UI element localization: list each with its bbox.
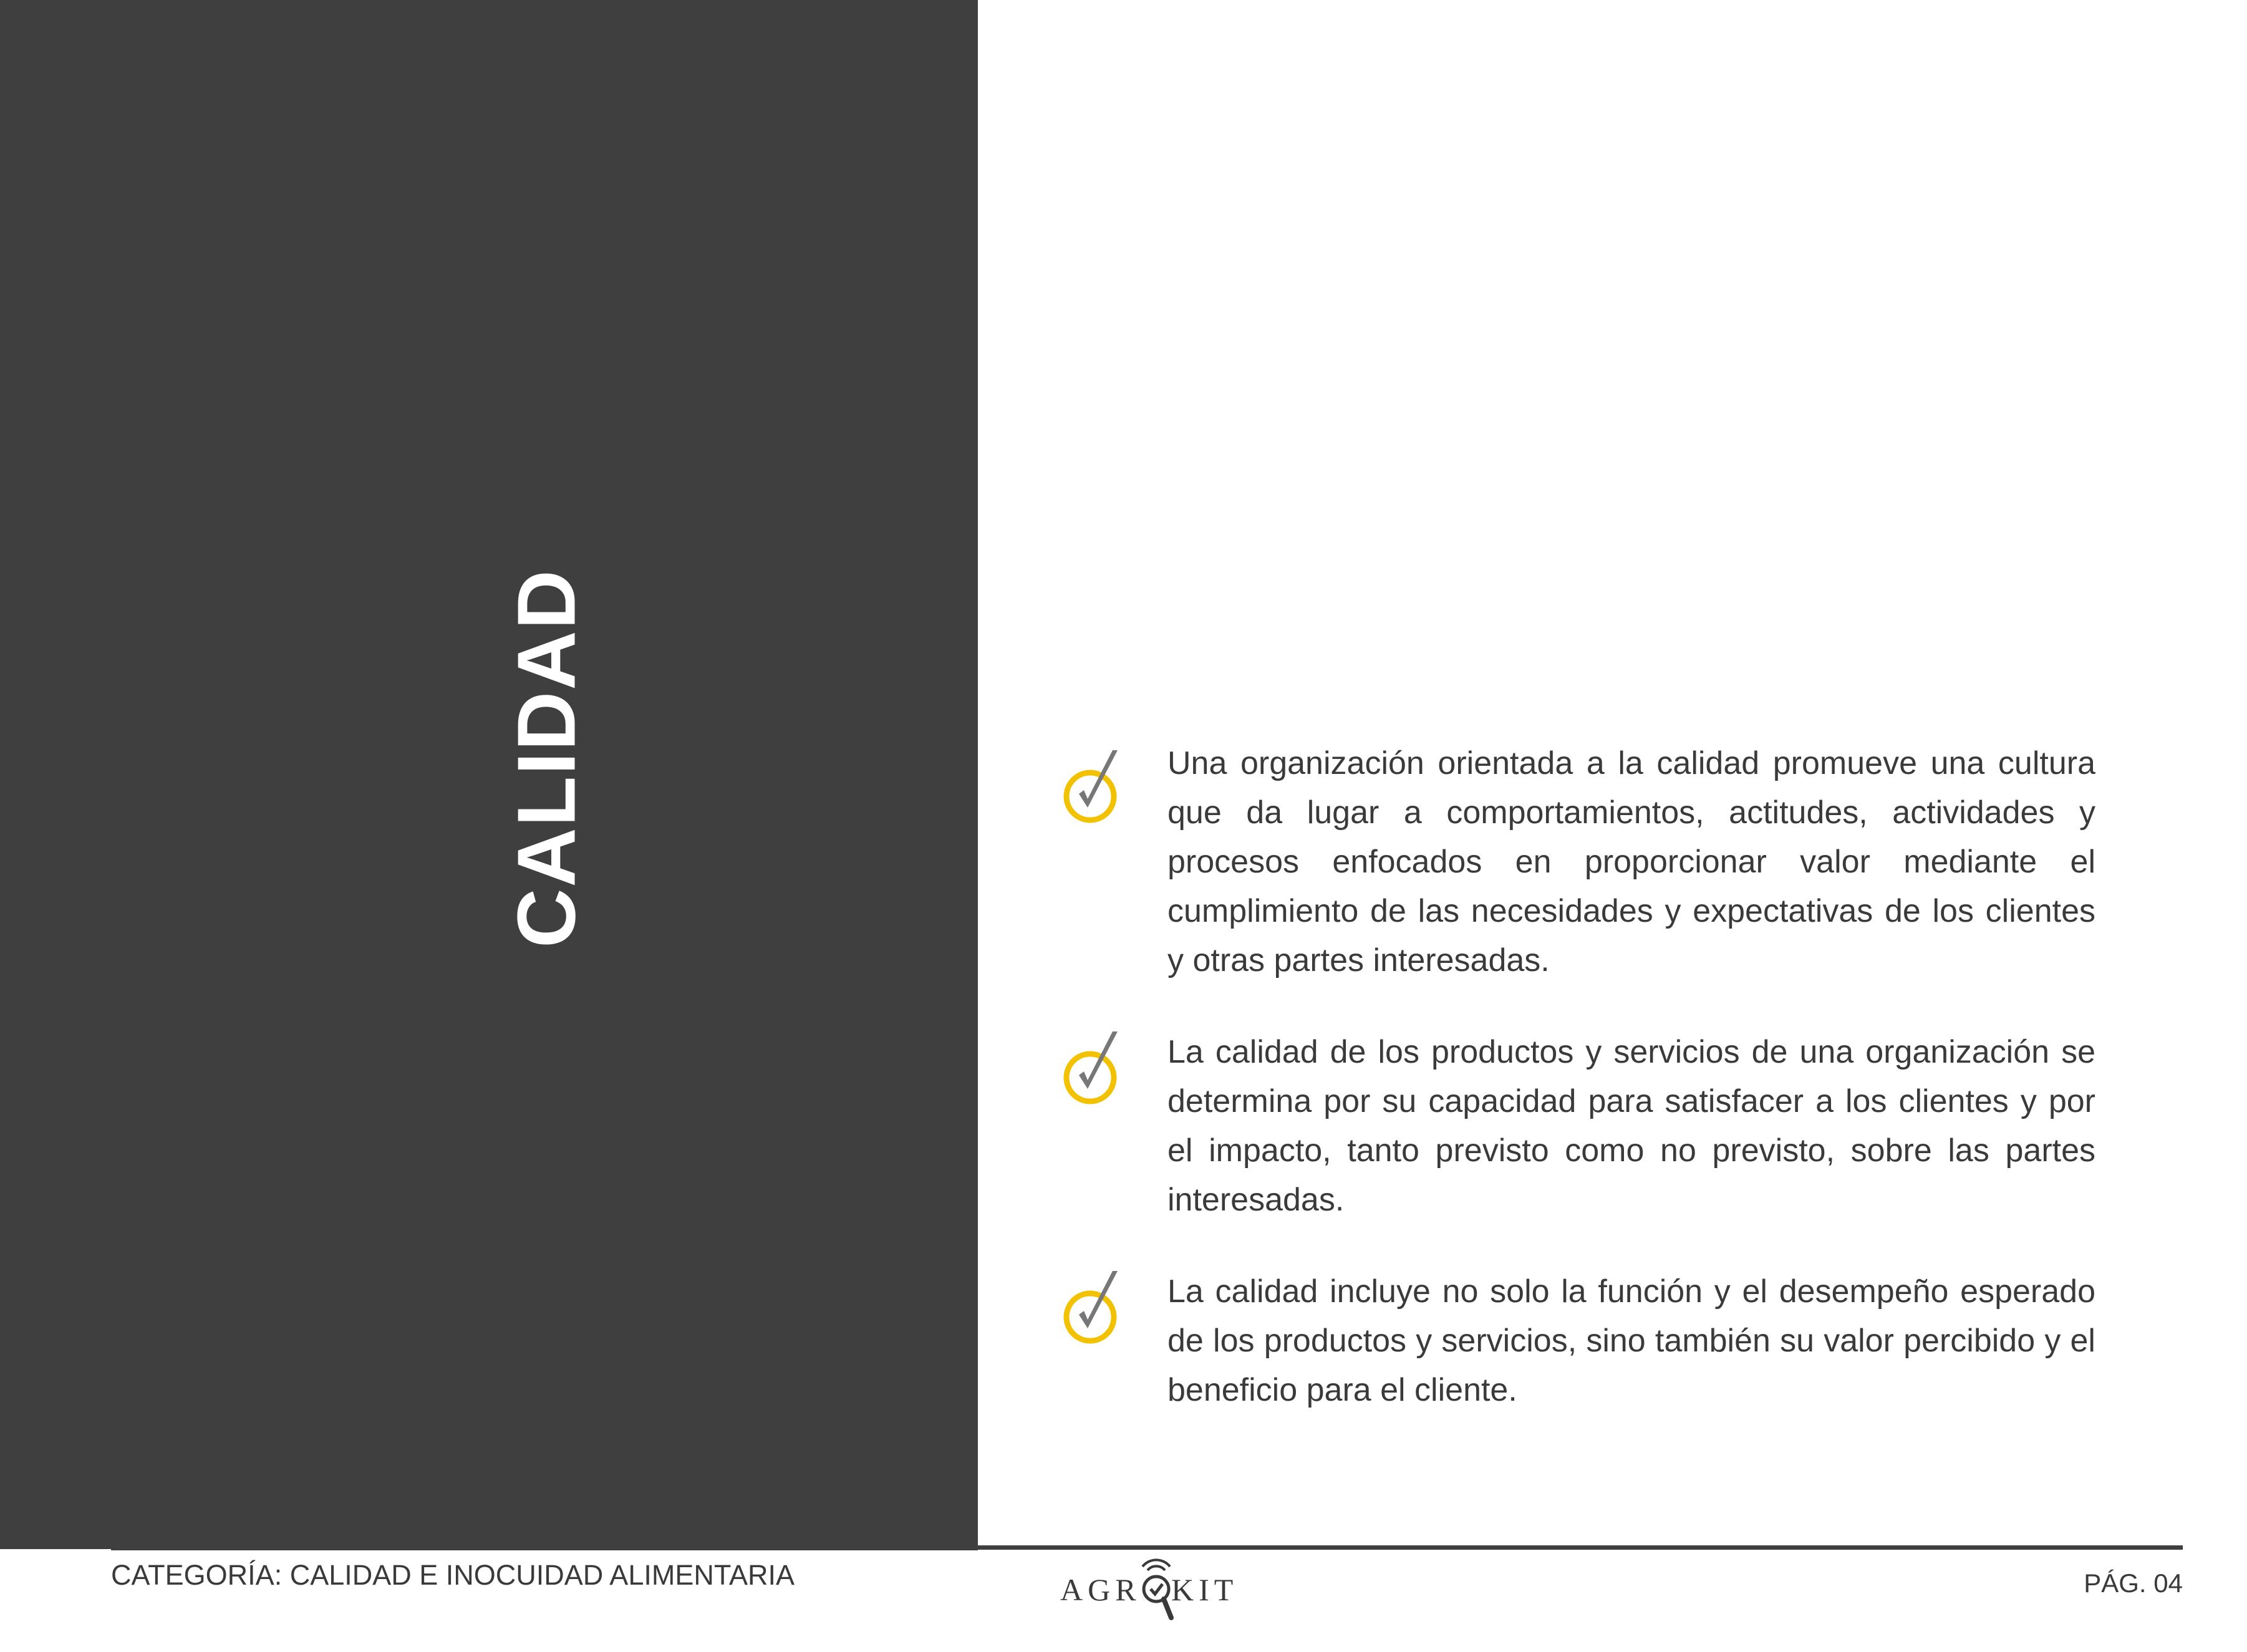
list-item (1060, 1028, 2095, 1225)
item-text: Una organización orientada a la calidad promueve una cultura que da lugar a comportamientos, actitudes, actividades y procesos enfocados en proporcionar valor mediante el cumplimiento de las necesidades y expectativas de los clientes y otras partes interesadas. (1167, 745, 2095, 978)
logo-text-left: AGR (1060, 1572, 1141, 1607)
checkmark-circle-icon (1060, 1266, 1129, 1347)
left-dark-panel (0, 0, 978, 1549)
logo-text-right: KIT (1171, 1572, 1239, 1607)
page-number: PÁG. 04 (2084, 1568, 2183, 1598)
list-item (1060, 1267, 2095, 1415)
footer-divider-left (111, 1549, 978, 1550)
item-text: La calidad de los productos y servicios de una organización se determina por su capacidad para satisfacer a los clientes y por el impacto, tanto previsto como no previsto, sobre las partes interesadas. (1167, 1034, 2095, 1218)
page-title: CALIDAD (500, 569, 592, 948)
footer-divider (978, 1545, 2183, 1550)
footer-category: CATEGORÍA: CALIDAD E INOCUIDAD ALIMENTARIA (111, 1559, 795, 1591)
checkmark-circle-icon (1060, 1026, 1129, 1108)
agrokit-logo (1060, 1553, 1247, 1634)
list-item (1060, 739, 2095, 985)
content-list (1060, 739, 2095, 1415)
checkmark-circle-icon (1060, 745, 1129, 826)
item-text: La calidad incluye no solo la función y el desempeño esperado de los productos y servicios, sino también su valor percibido y el beneficio para el cliente. (1167, 1273, 2095, 1408)
